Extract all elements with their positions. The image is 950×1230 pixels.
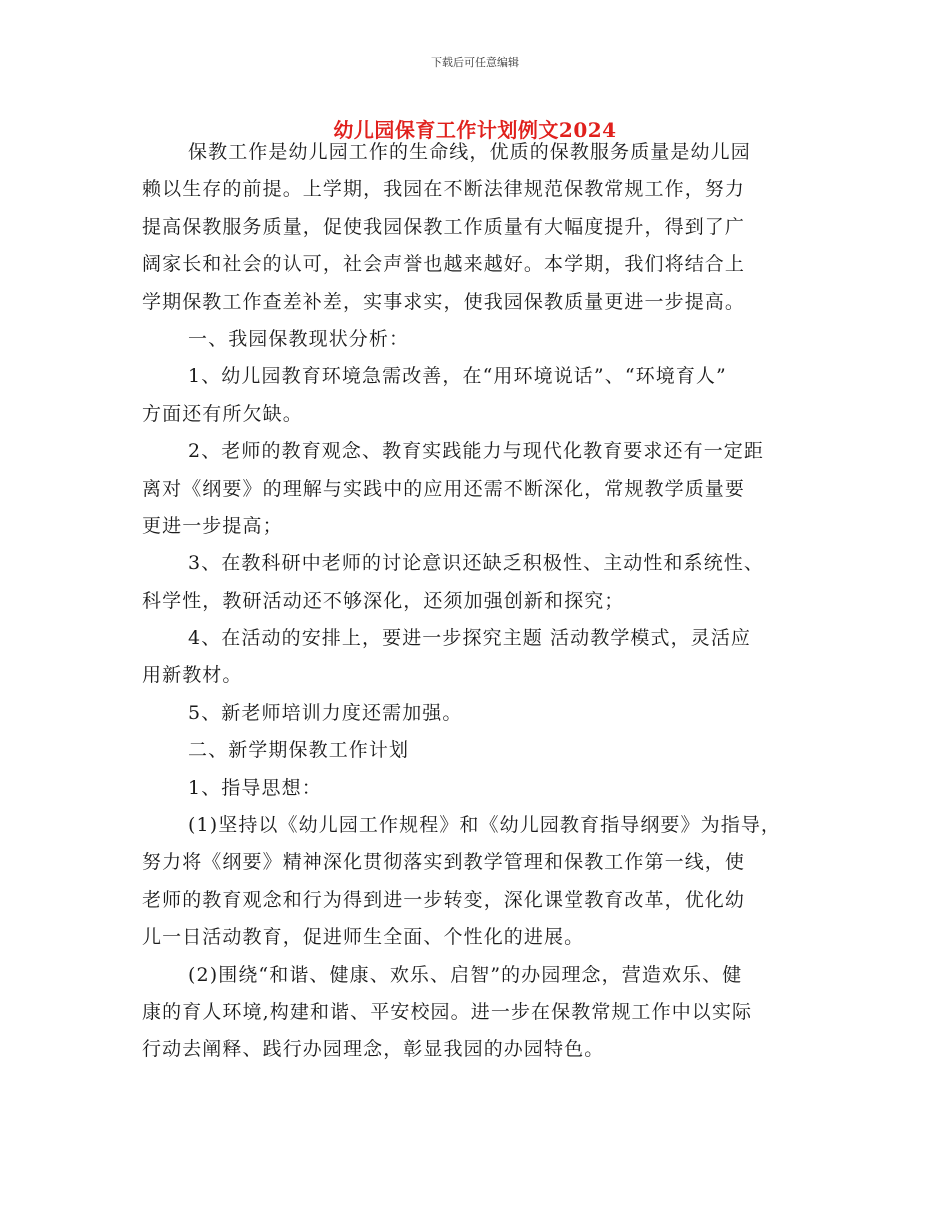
text-line: 赖以生存的前提。上学期，我园在不断法律规范保教常规工作，努力: [142, 178, 746, 201]
text-line: 康的育人环境,构建和谐、平安校园。进一步在保教常规工作中以实际: [142, 1000, 753, 1023]
text-line: 提高保教服务质量，促使我园保教工作质量有大幅度提升，得到了广: [142, 215, 746, 238]
text-line: 一、我园保教现状分析：: [188, 327, 410, 350]
text-line: 5、新老师培训力度还需加强。: [188, 701, 463, 724]
text-line: 科学性，教研活动还不够深化，还须加强创新和探究；: [142, 589, 625, 612]
header-note: 下载后可任意编辑: [431, 56, 519, 69]
text-line: 努力将《纲要》精神深化贯彻落实到教学管理和保教工作第一线，使: [142, 851, 746, 874]
text-line: 二、新学期保教工作计划: [188, 739, 410, 762]
text-line: 用新教材。: [142, 664, 243, 687]
text-line: 1、指导思想：: [188, 776, 322, 799]
text-line: 2、老师的教育观念、教育实践能力与现代化教育要求还有一定距: [188, 440, 764, 463]
text-line: 行动去阐释、践行办园理念，彰显我园的办园特色。: [142, 1038, 605, 1061]
text-line: 1、幼儿园教育环境急需改善，在“用环境说话”、“环境育人”: [188, 365, 727, 388]
text-line: 阔家长和社会的认可，社会声誉也越来越好。本学期，我们将结合上: [142, 253, 746, 276]
text-line: 保教工作是幼儿园工作的生命线，优质的保教服务质量是幼儿园: [188, 141, 751, 163]
text-line: 更进一步提高；: [142, 514, 283, 537]
text-line: 学期保教工作查差补差，实事求实，使我园保教质量更进一步提高。: [142, 290, 746, 313]
text-line: 老师的教育观念和行为得到进一步转变，深化课堂教育改革，优化幼: [142, 888, 746, 911]
document-body: [142, 134, 812, 1069]
text-line: 4、在活动的安排上，要进一步探究主题 活动教学模式，灵活应: [188, 627, 752, 650]
text-line: (1)坚持以《幼儿园工作规程》和《幼儿园教育指导纲要》为指导，: [188, 814, 782, 837]
text-line: 离对《纲要》的理解与实践中的应用还需不断深化，常规教学质量要: [142, 477, 746, 500]
text-line: 方面还有所欠缺。: [142, 402, 303, 425]
text-line: 儿一日活动教育，促进师生全面、个性化的进展。: [142, 926, 585, 949]
text-line: (2)围绕“和谐、健康、欢乐、启智”的办园理念，营造欢乐、健: [188, 963, 743, 986]
text-line: 3、在教科研中老师的讨论意识还缺乏积极性、主动性和系统性、: [188, 552, 764, 575]
document-title: 幼儿园保育工作计划例文2024: [333, 118, 617, 142]
